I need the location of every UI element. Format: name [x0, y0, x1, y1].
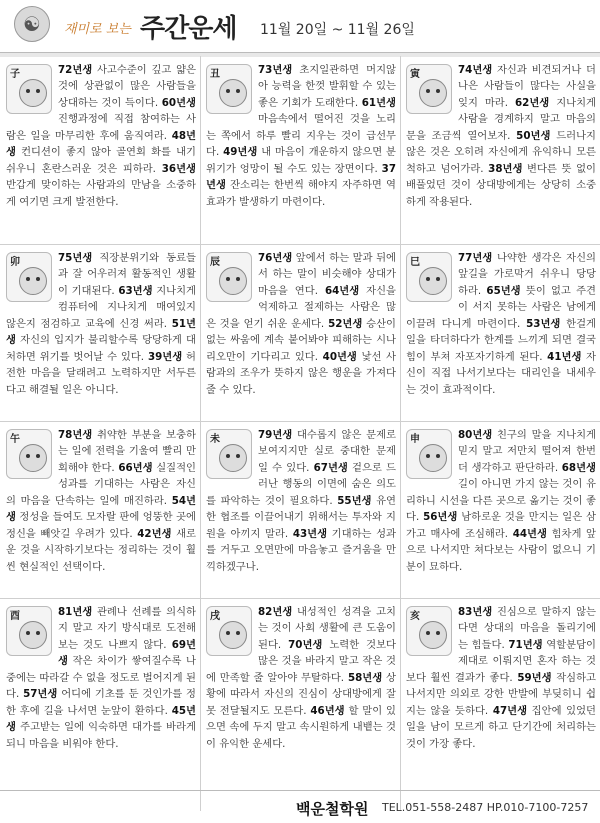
fortune-text: 상황에 따라서 자신의 진심이 상대방에게 잘못 전달될지도 모른다.	[206, 671, 396, 717]
fortune-text: 승산이 없는 싸움에 계속 붙어봐야 피해하는 시나리오만이 기다리고 있다.	[206, 317, 396, 363]
birth-year-label: 57년생	[23, 688, 58, 701]
birth-year-label: 80년생	[458, 429, 493, 441]
zodiac-glyph: 亥	[410, 611, 420, 622]
zodiac-cell	[6, 62, 196, 210]
birth-year-label: 47년생	[492, 704, 528, 717]
zodiac-glyph: 酉	[10, 611, 20, 622]
birth-year-label: 72년생	[58, 64, 93, 76]
birth-year-label: 70년생	[288, 638, 323, 651]
birth-year-label: 82년생	[258, 606, 293, 618]
birth-year-label: 74년생	[458, 64, 493, 76]
fortune-text: 초지일관하면 머지않아 능력을 한껏 발휘할 수 있는 좋은 기회가 도래한다.	[258, 64, 396, 109]
header-divider	[0, 52, 600, 57]
birth-year-label: 64년생	[324, 284, 360, 297]
zodiac-cell	[406, 604, 596, 752]
fortune-text: 길이 아니면 가지 않는 것이 유리하니 시선을 다른 곳으로 옮기는 것이 좋다.	[406, 478, 596, 524]
page-title: 주간운세	[140, 14, 237, 44]
fortune-text: 드러나지 않은 것은 오히려 자신에게 유익하니 모른척하고 넘어가라.	[406, 129, 596, 175]
fortune-text: 자신과 비견되거나 더 나은 사람들이 많다는 사실을 잊지 마라.	[458, 64, 596, 109]
contact-info: TEL.051-558-2487 HP.010-7100-7257	[382, 801, 589, 814]
birth-year-label: 36년생	[161, 162, 196, 175]
fortune-text: 한걸게 일을 타더하다가 한계를 느끼게 되면 결국 힘이 부쳐 자포자기하게 된다.	[406, 317, 596, 363]
zodiac-glyph: 戌	[210, 611, 220, 622]
fortune-text: 반갑게 맞이하는 사람과의 만남을 소중하게 여기면 크게 발전한다.	[6, 179, 196, 208]
zodiac-glyph: 子	[10, 69, 20, 80]
rat-icon	[6, 64, 52, 114]
zodiac-glyph: 丑	[210, 69, 220, 80]
birth-year-label: 45년생	[6, 704, 196, 734]
birth-year-label: 49년생	[223, 146, 258, 159]
fortune-text: 겉으로 드러난 행동의 이면에 숨은 의도를 파악하는 것이 필요하다.	[206, 461, 396, 507]
brand-name: 백운철학원	[296, 800, 369, 818]
fortune-text: 나약한 생각은 자신의 앞길을 가로막거 쉬우니 당당하라.	[458, 252, 596, 297]
animal-face	[419, 621, 447, 649]
zodiac-cell	[206, 62, 396, 210]
birth-year-label: 68년생	[561, 461, 596, 474]
animal-face	[419, 267, 447, 295]
fortune-text: 대수롭지 않은 문제로 보여지지만 실로 중대한 문제일 수 있다.	[258, 429, 396, 474]
fortune-text: 진심으로 말하지 않는다면 상대의 마음을 돌리기에는 힘들다.	[458, 606, 596, 651]
birth-year-label: 79년생	[258, 429, 293, 441]
zodiac-glyph: 申	[410, 434, 420, 445]
fortune-text: 작은 차이가 쌓여질수록 나중에는 따라갈 수 없을 정도로 벌어지게 된다.	[6, 655, 196, 701]
page-header	[0, 0, 600, 48]
birth-year-label: 59년생	[517, 671, 552, 684]
birth-year-label: 76년생	[258, 252, 293, 264]
grid-divider-horizontal	[0, 421, 600, 422]
birth-year-label: 46년생	[310, 704, 345, 717]
birth-year-label: 61년생	[361, 96, 396, 109]
fortune-text: 자신이 직접 나서기보다는 대리인을 내세우는 것이 효과적이다.	[406, 350, 596, 396]
fortune-text: 관례나 선례를 의식하지 말고 자기 방식대로 도전해보는 것도 나쁘지 않다.	[58, 606, 196, 651]
monkey-icon	[406, 429, 452, 479]
fortune-text: 허전한 마음을 달래려고 노력하지만 서두른다고 해결될 일은 아니다.	[6, 350, 196, 396]
fortune-text: 뜻이 없고 주견이 서지 못하는 사람은 남에게 이끌려 다니게 마련이다.	[406, 284, 596, 330]
birth-year-label: 71년생	[508, 638, 543, 651]
birth-year-label: 55년생	[337, 494, 372, 507]
birth-year-label: 54년생	[6, 494, 196, 524]
birth-year-label: 51년생	[6, 317, 196, 347]
zodiac-cell	[406, 62, 596, 210]
fortune-text: 지나치게 컴퓨터에 지나치게 매여있지 않은지 점검하고 교육에 신경 써라.	[6, 284, 197, 330]
fortune-text: 친구의 말을 지나치게 믿지 말고 저만치 떨어져 한번 더 생각하고 판단하라.	[458, 429, 596, 474]
birth-year-label: 42년생	[137, 527, 172, 540]
fortune-text: 컨디션이 좋지 않아 골연회 화를 내기 쉬우니 혼란스러운 것은 피하라.	[6, 146, 196, 175]
zodiac-cell	[206, 250, 396, 398]
birth-year-label: 75년생	[58, 252, 93, 264]
birth-year-label: 73년생	[258, 64, 293, 76]
animal-face	[19, 444, 47, 472]
fortune-text: 집안에 있었던 일을 남이 모르게 하고 단기간에 처리하는 것이 가장 좋다.	[406, 704, 596, 750]
zodiac-glyph: 寅	[410, 69, 420, 80]
birth-year-label: 62년생	[515, 96, 550, 109]
birth-year-label: 48년생	[6, 129, 196, 159]
grid-divider-horizontal	[0, 244, 600, 245]
birth-year-label: 53년생	[526, 317, 561, 330]
birth-year-label: 40년생	[322, 350, 357, 363]
zodiac-cell	[206, 427, 396, 575]
birth-year-label: 52년생	[328, 317, 363, 330]
zodiac-cell	[406, 250, 596, 398]
birth-year-label: 60년생	[161, 96, 196, 109]
fortune-text: 자신을 억제하고 절제하는 사람은 많은 것을 얻기 쉬운 운세다.	[206, 284, 396, 330]
zodiac-glyph: 午	[10, 434, 20, 445]
fortune-text: 마음속에서 떨어진 것을 노리는 쪽에서 하루 빨리 지우는 것이 급선무다.	[206, 113, 396, 159]
animal-face	[19, 621, 47, 649]
fortune-text: 지나치게 사람을 경계하지 말고 마음의 문을 조금씩 열어보자.	[406, 96, 597, 142]
birth-year-label: 77년생	[458, 252, 493, 264]
date-range: 11월 20일 ~ 11월 26일	[260, 22, 415, 38]
sheep-icon	[206, 429, 252, 479]
fortune-text: 할 말이 있으면 속에 두지 말고 속시원하게 내뱉는 것이 유익한 운세다.	[206, 704, 396, 750]
zodiac-glyph: 未	[210, 434, 220, 445]
grid-divider-vertical	[400, 56, 401, 811]
tiger-icon	[406, 64, 452, 114]
zodiac-glyph: 卯	[10, 257, 20, 268]
dragon-icon	[206, 252, 252, 302]
fortune-text: 낯선 사람과의 조우가 뜻하지 않은 행운을 가져다줄 수 있다.	[206, 350, 397, 396]
horse-icon	[6, 429, 52, 479]
fortune-text: 작심하고 나서지만 의외로 강한 반발에 부딪히니 쉽지는 않을 듯하다.	[406, 671, 597, 717]
animal-face	[219, 79, 247, 107]
zodiac-glyph: 辰	[210, 257, 220, 268]
ox-icon	[206, 64, 252, 114]
fortune-text: 정성을 들여도 모자랄 판에 엉뚱한 곳에 정신을 빼앗길 우려가 있다.	[6, 511, 196, 540]
animal-face	[419, 79, 447, 107]
dog-icon	[206, 606, 252, 656]
fortune-text: 남하로운 것을 만지는 일은 삼가고 매사에 조심해라.	[406, 511, 596, 540]
birth-year-label: 78년생	[58, 429, 93, 441]
fortune-text: 자신의 입지가 불리할수록 당당하게 대처하면 위기를 벗어날 수 있다.	[6, 334, 196, 363]
rooster-icon	[6, 606, 52, 656]
fortune-text: 주고받는 일에 익숙하면 대가를 바라게 되니 마음을 비워야 한다.	[6, 721, 196, 750]
birth-year-label: 50년생	[516, 129, 551, 142]
birth-year-label: 39년생	[147, 350, 183, 363]
grid-divider-vertical	[200, 56, 201, 811]
birth-year-label: 41년생	[547, 350, 582, 363]
rabbit-icon	[6, 252, 52, 302]
pig-icon	[406, 606, 452, 656]
birth-year-label: 69년생	[58, 638, 196, 668]
fortune-teller-icon: ☯	[14, 6, 50, 42]
fortune-text: 직장분위기와 동료들과 잘 어우러져 활동적인 생활이 기대된다.	[58, 252, 196, 297]
birth-year-label: 37년생	[206, 162, 396, 192]
fortune-text: 역할분담이 제대로 이뤄지면 혼자 하는 것보다 훨씬 결과가 좋다.	[406, 638, 596, 684]
fortune-text: 변다른 뜻 없이 배풀었던 것이 상대방에게는 상당히 소중하게 작용된다.	[406, 162, 596, 208]
fortune-text: 잔소리는 한번씩 해야지 자주하면 역효과가 발생하기 마련이다.	[206, 179, 396, 208]
title-subtitle: 재미로 보는	[64, 22, 131, 37]
birth-year-label: 65년생	[486, 284, 521, 297]
birth-year-label: 58년생	[347, 671, 383, 684]
fortune-text: 취약한 부분을 보충하는 일에 전력을 기울여 빨리 만회해야 한다.	[58, 429, 196, 474]
animal-face	[219, 267, 247, 295]
birth-year-label: 56년생	[423, 511, 458, 524]
fortune-text: 앞에서 하는 말과 뒤에서 하는 말이 비슷해야 상대가 마음을 연다.	[258, 252, 396, 297]
birth-year-label: 38년생	[488, 162, 523, 175]
animal-face	[219, 621, 247, 649]
birth-year-label: 83년생	[458, 606, 493, 618]
fortune-text: 내 마음이 개운하지 않으면 분위기가 엉망이 될 수도 있는 장면이다.	[206, 146, 396, 175]
fortune-text: 사고수준이 깊고 얇은 것에 상관없이 많은 사람들을 상대하는 것이 득이다.	[58, 64, 196, 109]
fortune-text: 기대하는 성과를 거두고 오면만에 마음놓고 즐거움을 만끽하겠구나.	[206, 527, 396, 573]
fortune-text: 진행과정에 직접 참여하는 사람은 일을 마무리한 후에 움직여라.	[6, 113, 196, 142]
zodiac-cell	[6, 427, 196, 575]
fortune-text: 힘차게 앞으로 나서지만 쳐다보는 사람이 없으니 기분이 묘하다.	[406, 527, 596, 573]
zodiac-cell	[6, 250, 196, 398]
fortune-text: 유연한 협조를 이끌어내기 위해서는 투자와 지원을 아끼지 말라.	[206, 494, 396, 540]
fortune-text: 내성적인 성격을 고치는 것이 사회 생활에 큰 도움이 된다.	[258, 606, 396, 651]
birth-year-label: 43년생	[292, 527, 328, 540]
animal-face	[419, 444, 447, 472]
fortune-text: 실질적인 성과를 기대하는 사람은 자신의 마음을 단속하는 일에 매진하라.	[6, 461, 197, 507]
animal-face	[219, 444, 247, 472]
birth-year-label: 63년생	[118, 284, 153, 297]
snake-icon	[406, 252, 452, 302]
fortune-text: 노력한 것보다 많은 것을 바라지 말고 작은 것에 만족할 줄 알아야 무탈하다.	[206, 638, 396, 684]
birth-year-label: 44년생	[512, 527, 547, 540]
grid-divider-horizontal	[0, 598, 600, 599]
zodiac-cell	[206, 604, 396, 752]
zodiac-cell	[406, 427, 596, 575]
fortune-text: 새로운 것을 시작하기보다는 정리하는 것이 훨씬 현실적인 선택이다.	[6, 527, 196, 573]
birth-year-label: 81년생	[58, 606, 93, 618]
page-footer	[0, 790, 600, 823]
animal-face	[19, 79, 47, 107]
zodiac-glyph: 巳	[410, 257, 420, 268]
zodiac-cell	[6, 604, 196, 752]
animal-face	[19, 267, 47, 295]
birth-year-label: 67년생	[313, 461, 348, 474]
fortune-text: 어디에 기초를 둔 것인가를 정한 후에 길을 나서면 눈앞이 환하다.	[6, 688, 196, 717]
birth-year-label: 66년생	[118, 461, 153, 474]
